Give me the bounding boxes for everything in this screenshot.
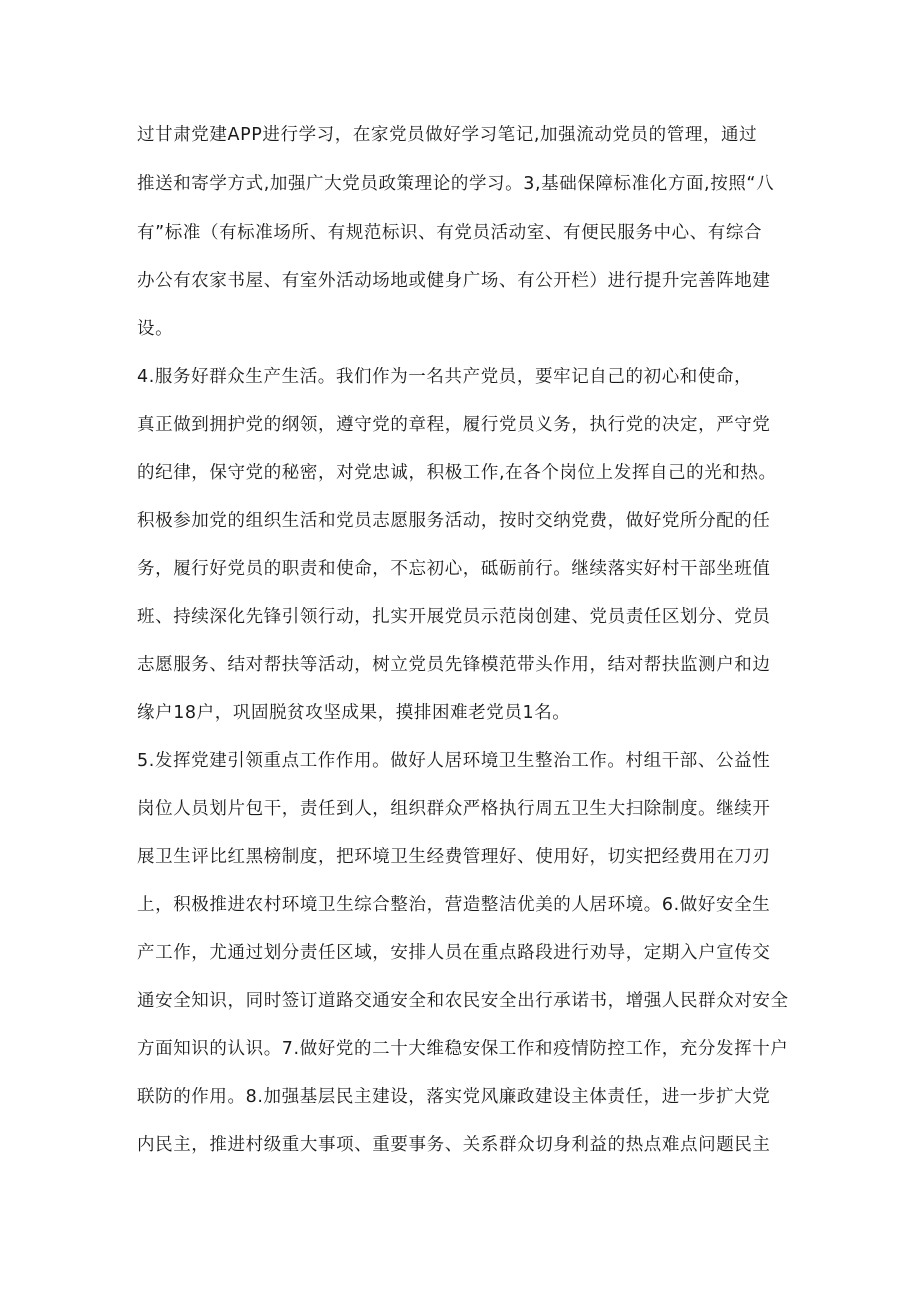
text-line: 内民主，推进村级重大事项、重要事务、关系群众切身利益的热点难点问题民主	[137, 1135, 771, 1155]
text-line: 班、持续深化先锋引领行动，扎实开展党员示范岗创建、党员责任区划分、党员	[137, 607, 771, 627]
text-line: 设。	[137, 319, 174, 339]
text-line: 有”标准（有标准场所、有规范标识、有党员活动室、有便民服务中心、有综合	[137, 223, 763, 243]
text-line: 过甘肃党建APP进行学习，在家党员做好学习笔记,加强流动党员的管理，通过	[137, 125, 758, 145]
text-line: 办公有农家书屋、有室外活动场地或健身广场、有公开栏）进行提升完善阵地建	[137, 271, 771, 291]
text-line: 的纪律，保守党的秘密，对党忠诚，积极工作,在各个岗位上发挥自己的光和热。	[137, 463, 777, 483]
text-line: 缘户18户，巩固脱贫攻坚成果，摸排困难老党员1名。	[137, 703, 571, 723]
text-line: 产工作，尤通过划分责任区域，安排人员在重点路段进行劝导，定期入户宣传交	[137, 943, 771, 963]
text-line: 真正做到拥护党的纲领，遵守党的章程，履行党员义务，执行党的决定，严守党	[137, 415, 771, 435]
text-line: 上，积极推进农村环境卫生综合整治，营造整洁优美的人居环境。6.做好安全生	[137, 895, 771, 915]
text-line: 志愿服务、结对帮扶等活动，树立党员先锋模范带头作用，结对帮扶监测户和边	[137, 655, 771, 675]
text-line: 4.服务好群众生产生活。我们作为一名共产党员，要牢记自己的初心和使命，	[137, 367, 753, 387]
text-line: 方面知识的认识。7.做好党的二十大维稳安保工作和疫情防控工作，充分发挥十户	[137, 1039, 789, 1059]
text-line: 积极参加党的组织生活和党员志愿服务活动，按时交纳党费，做好党所分配的任	[137, 511, 771, 531]
text-line: 推送和寄学方式,加强广大党员政策理论的学习。3,基础保障标准化方面,按照“八	[137, 174, 775, 194]
text-line: 岗位人员划片包干，责任到人，组织群众严格执行周五卫生大扫除制度。继续开	[137, 799, 771, 819]
text-line: 务，履行好党员的职责和使命，不忘初心，砥砺前行。继续落实好村干部坐班值	[137, 559, 771, 579]
text-line: 通安全知识，同时签订道路交通安全和农民安全出行承诺书，增强人民群众对安全	[137, 991, 789, 1011]
text-line: 展卫生评比红黑榜制度，把环境卫生经费管理好、使用好，切实把经费用在刀刃	[137, 847, 771, 867]
text-line: 5.发挥党建引领重点工作作用。做好人居环境卫生整治工作。村组干部、公益性	[137, 751, 771, 771]
text-line: 联防的作用。8.加强基层民主建设，落实党风廉政建设主体责任，进一步扩大党	[137, 1087, 771, 1107]
